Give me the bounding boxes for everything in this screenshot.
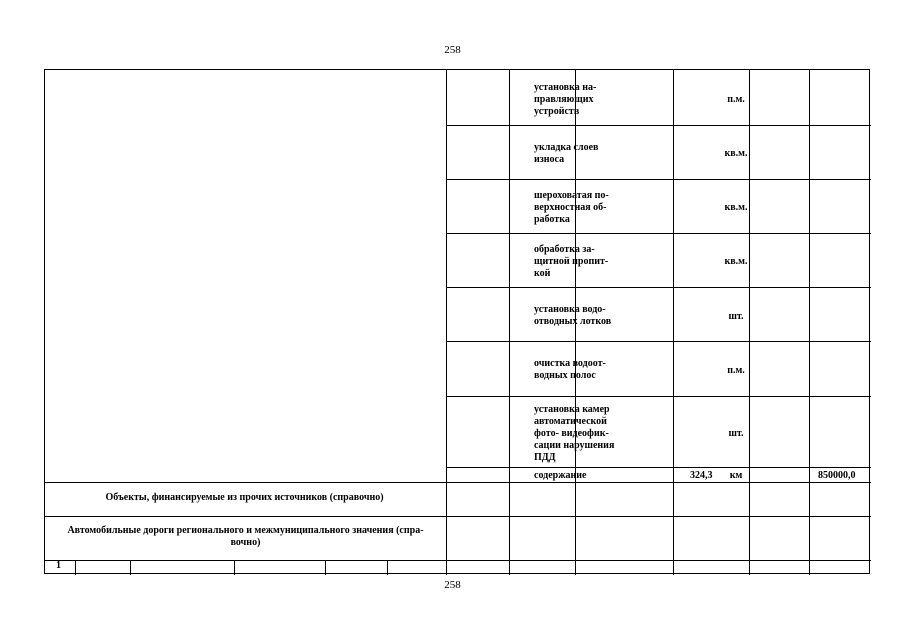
unit-label: кв.м. [724,202,748,213]
work-description: установка камер автоматической фото- видеофик- сации нарушения ПДД [534,404,615,463]
page-number-top: 258 [444,44,461,56]
row-divider [446,287,871,288]
unit-label: п.м. [727,365,745,376]
col-divider [446,70,447,561]
work-description: обработка за- щитной пропит- кой [534,244,609,279]
row-divider [45,482,871,483]
col-divider [673,70,674,575]
col-divider [387,560,388,575]
section-regional-roads: Автомобильные дороги регионального и межмуниципального значения (спра- вочно) [67,525,424,548]
work-description: установка водо- отводных лотков [534,304,612,327]
page-number-bottom: 258 [444,579,461,591]
col-divider [75,560,76,575]
row-divider [446,233,871,234]
unit-label: шт. [728,428,744,439]
work-description: укладка слоев износа [534,142,599,165]
row-divider [446,179,871,180]
col-divider [130,560,131,575]
unit-label: кв.м. [724,148,748,159]
col-divider [509,560,510,575]
col-divider [325,560,326,575]
first-column-number: 1 [56,560,61,571]
col-divider [446,560,447,575]
maintenance-label: содержание [534,470,587,481]
work-description: установка на- правляющих устройств [534,82,597,117]
unit-label: кв.м. [724,256,748,267]
row-divider [446,125,871,126]
row-divider [446,467,871,468]
row-divider [45,516,871,517]
maintenance-cost: 850000,0 [818,470,856,481]
unit-label: п.м. [727,94,745,105]
section-other-sources: Объекты, финансируемые из прочих источников (справочно) [105,492,384,503]
unit-label: шт. [728,311,744,322]
col-divider [809,70,810,575]
work-description: шероховатая по- верхностная об- работка [534,190,609,225]
col-divider [509,70,510,561]
row-divider [446,341,871,342]
maintenance-quantity: 324,3 [690,470,713,481]
row-divider [446,396,871,397]
maintenance-unit: км [729,470,743,481]
work-description: очистка водоот- водных полос [534,358,606,381]
col-divider [234,560,235,575]
row-divider [45,560,871,561]
